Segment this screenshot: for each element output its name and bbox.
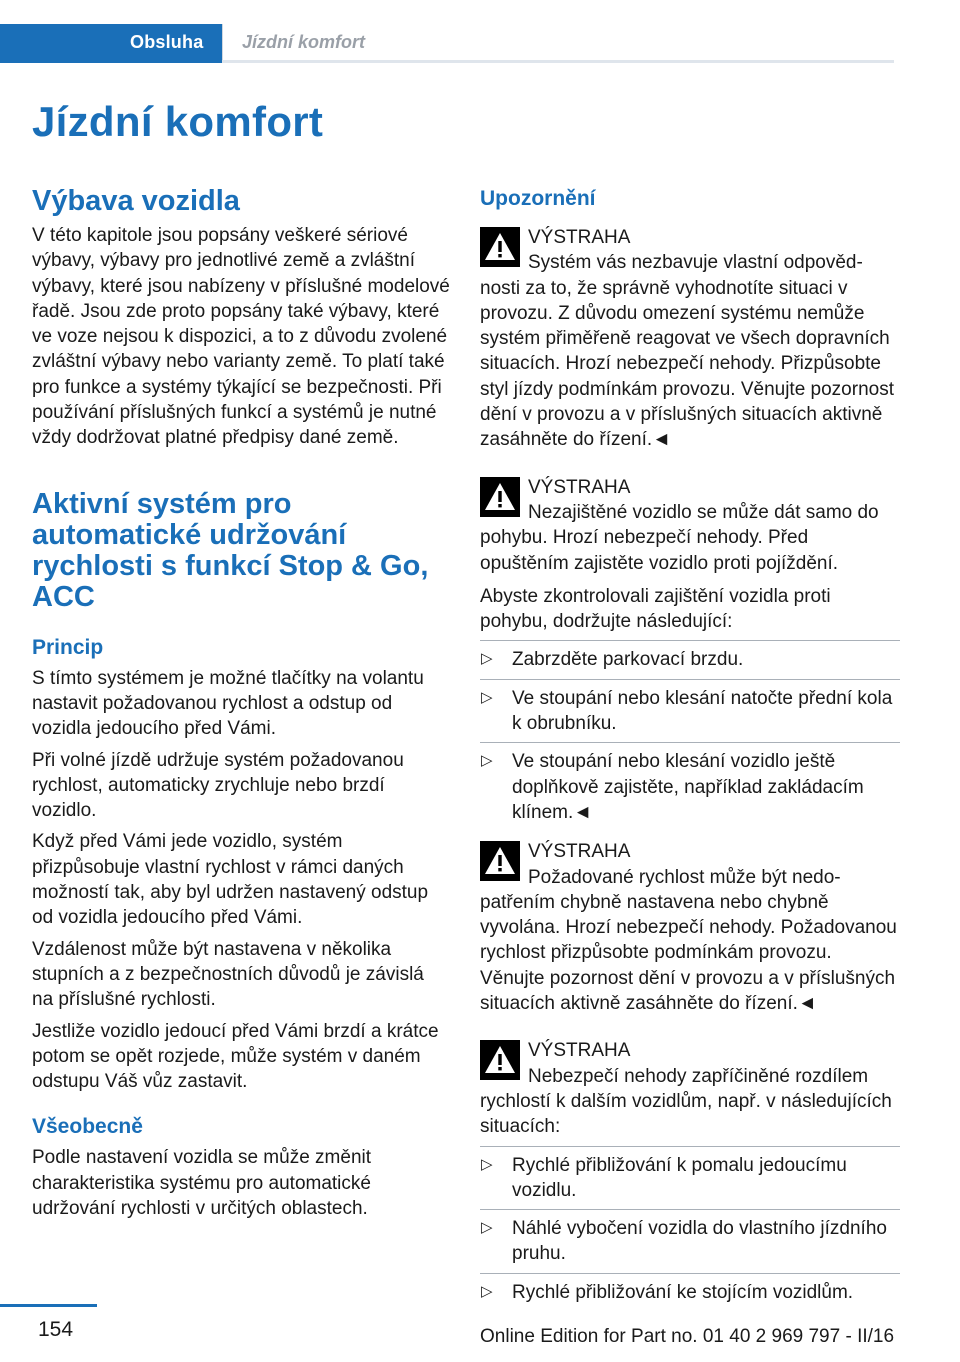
warning-text: patřením chybně nastavena nebo chybně vyvolána. Hrozí nebezpečí nehody. Požadovanou rychlost přizpůsobte podmínkám provozu. Věnujte pozornost dění v provozu a v příslušných situacích aktivně zasáhněte do řízení.◄ [480, 891, 897, 1015]
list-item [480, 1209, 900, 1273]
list-item-text: Ve stoupání nebo klesání vozidlo ještě doplňkově zajistěte, například zakládacím klínem.◄ [512, 751, 864, 823]
paragraph-check: Abyste zkontrolovali zajištění vozidla proti pohybu, dodržujte následující: [480, 585, 831, 633]
list-item [480, 679, 900, 743]
list-item [480, 640, 900, 678]
warning-block-4 [480, 1038, 900, 1139]
paragraph-principle-1: S tímto systémem je možné tlačítky na volantu nastavit požadovanou rychlost a odstup od vozidla jedoucího před Vámi. [32, 667, 424, 740]
left-column [32, 186, 450, 1221]
paragraph-general: Podle nastavení vozidla se může změnit charakteristika systému pro automatické udržování rychlosti v určitých oblastech. [32, 1147, 372, 1220]
warning-title: VÝSTRAHA [528, 1040, 631, 1062]
warning-text: rychlostí k dalším vozidlům, např. v následujících situacích: [480, 1090, 892, 1138]
triangle-bullet-icon: ▷ [481, 1219, 493, 1237]
warning-text: pohybu. Hrozí nebezpečí nehody. Před opuštěním zajistěte vozidlo proti pojíždění. [480, 527, 839, 574]
situations-list [480, 1146, 900, 1311]
footer-rule [0, 1304, 97, 1307]
warning-title: VÝSTRAHA [528, 227, 631, 248]
list-item [480, 742, 900, 831]
warning-block-2 [480, 475, 900, 576]
warning-triangle-icon [480, 227, 520, 267]
triangle-bullet-icon: ▷ [481, 752, 493, 770]
heading-equipment: Výbava vozidla [32, 185, 240, 217]
heading-acc: Aktivní systém pro automatické udržování rychlosti s funkcí Stop & Go, ACC [32, 487, 429, 613]
list-item-text: Náhlé vybočení vozidla do vlastního jízdního pruhu. [512, 1218, 887, 1265]
warning-lead: Systém vás nezbavuje vlastní odpověd- [528, 252, 863, 274]
list-item-text: Rychlé přibližování k pomalu jedoucímu vozidlu. [512, 1154, 847, 1201]
warning-lead: Požadované rychlost může být nedo- [528, 866, 841, 888]
heading-general: Všeobecně [32, 1115, 143, 1139]
tab-jizdni-komfort-label: Jízdní komfort [242, 32, 366, 52]
warning-lead: Nezajištěné vozidlo se může dát samo do [528, 501, 879, 523]
tab-obsluha[interactable] [0, 24, 222, 63]
triangle-bullet-icon: ▷ [481, 1282, 493, 1300]
heading-notice: Upozornění [480, 187, 596, 210]
triangle-bullet-icon: ▷ [481, 650, 493, 668]
paragraph-principle-2: Při volné jízdě udržuje systém požadovanou rychlost, automaticky zrychluje nebo brzdí vozidlo. [32, 749, 404, 822]
list-item-text: Rychlé přibližování ke stojícím vozidlům. [512, 1281, 854, 1303]
warning-lead: Nebezpečí nehody zapříčiněné rozdílem [528, 1065, 869, 1087]
tab-obsluha-label: Obsluha [130, 32, 204, 52]
page-number: 154 [38, 1318, 74, 1341]
warning-triangle-icon [480, 841, 520, 881]
list-item [480, 1273, 900, 1311]
heading-principle: Princip [32, 635, 104, 659]
paragraph-principle-4: Vzdálenost může být nastavena v několika stupních a z bezpečnostních důvodů je závislá na příslušné rychlosti. [32, 938, 424, 1011]
triangle-bullet-icon: ▷ [481, 1155, 493, 1173]
paragraph-principle-3: Když před Vámi jede vozidlo, systém přizpůsobuje vlastní rychlost v rámci daných možností tak, aby byl udržen nastavený odstup od vozidla jedoucího před Vámi. [32, 831, 429, 929]
warning-text: nosti za to, že správně vyhodnotíte situaci v provozu. Z důvodu omezení systému nemůže systém přiměřeně reagovat ve všech dopravních situacích. Hrozí nebezpečí nehody. Přizpůsobte styl jízdy podmínkám provozu. Věnujte pozornost dění v provozu a v příslušných situacích aktivně zasáhněte do řízení.◄ [480, 277, 894, 451]
warning-triangle-icon [480, 477, 520, 517]
paragraph-principle-5: Jestliže vozidlo jedoucí před Vámi brzdí a krátce potom se opět rozjede, může systém v daném odstupu Váš vůz zastavit. [32, 1020, 439, 1093]
warning-title: VÝSTRAHA [528, 476, 631, 498]
warning-triangle-icon [480, 1040, 520, 1080]
paragraph-equipment: V této kapitole jsou popsány veškeré sériové výbavy, výbavy pro jednotlivé země a zvláštní výbavy, které jsou nabízeny v příslušné modelové řadě. Jsou zde proto popsány také výbavy, které ve voze nejsou k dispozici, a to z důvodu zvolené zvláštní výbavy nebo varianty země. To platí také pro funkce a systémy týkající se bezpečnosti. Při používání příslušných funkcí a systémů je nutné vždy dodržovat platné předpisy dané země. [32, 225, 450, 449]
right-column [480, 186, 900, 1311]
list-item-text: Ve stoupání nebo klesání natočte přední kola k obrubníku. [512, 687, 893, 735]
list-item [480, 1146, 900, 1210]
checklist [480, 640, 900, 831]
list-item-text: Zabrzděte parkovací brzdu. [512, 649, 744, 671]
warning-block-3 [480, 839, 900, 1016]
warning-block-1 [480, 225, 900, 453]
page-title: Jízdní komfort [32, 98, 324, 145]
warning-title: VÝSTRAHA [528, 841, 631, 863]
triangle-bullet-icon: ▷ [481, 688, 493, 706]
edition-note: Online Edition for Part no. 01 40 2 969 797 - II/16 [480, 1326, 895, 1347]
tab-jizdni-komfort[interactable] [222, 24, 397, 60]
